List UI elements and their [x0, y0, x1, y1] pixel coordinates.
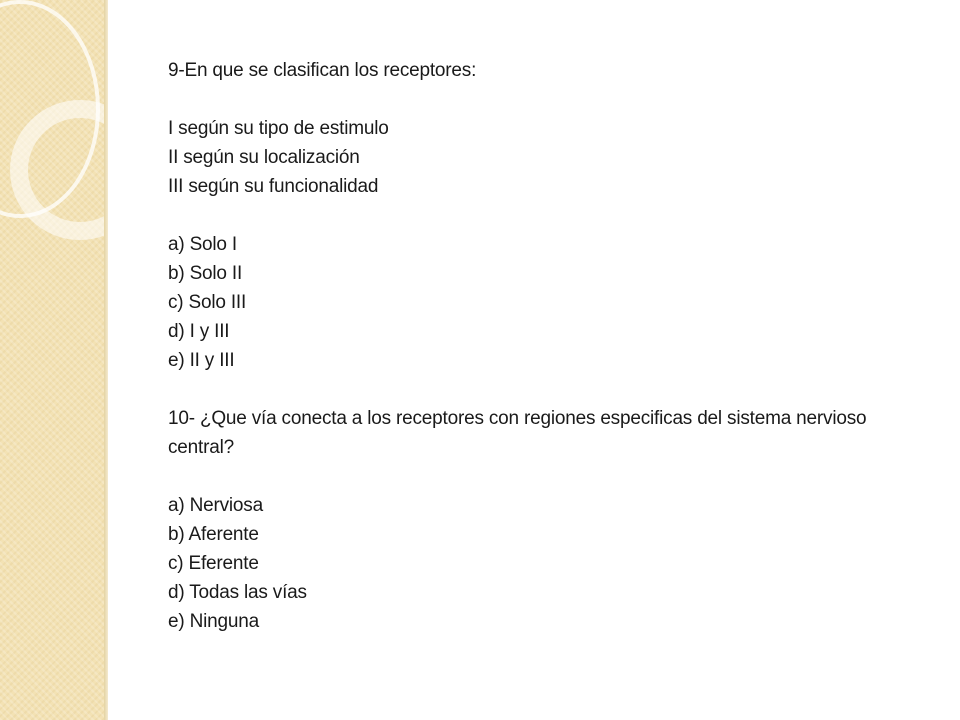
question-9-option: a) Solo I — [168, 234, 237, 255]
question-10-option: b) Aferente — [168, 524, 259, 545]
question-9-option: c) Solo III — [168, 292, 247, 313]
question-10-option: c) Eferente — [168, 553, 259, 574]
question-9-statement: II según su localización — [168, 147, 360, 168]
decorative-side-panel — [0, 0, 104, 720]
spacer — [168, 375, 888, 404]
question-9-option: d) I y III — [168, 321, 230, 342]
question-10-option: e) Ninguna — [168, 611, 259, 632]
question-10-option: a) Nerviosa — [168, 495, 263, 516]
spacer — [168, 462, 888, 491]
spacer — [168, 201, 888, 230]
slide-body — [168, 56, 888, 636]
question-9-title: 9-En que se clasifican los receptores: — [168, 60, 477, 81]
question-10-option: d) Todas las vías — [168, 582, 307, 603]
question-9-option: e) II y III — [168, 350, 235, 371]
question-9-statement: I según su tipo de estimulo — [168, 118, 389, 139]
spacer — [168, 85, 888, 114]
question-10-title: 10- ¿Que vía conecta a los receptores con regiones especificas del sistema nervioso central? — [168, 408, 872, 458]
question-9-statement: III según su funcionalidad — [168, 176, 379, 197]
question-9-option: b) Solo II — [168, 263, 243, 284]
side-panel-edge — [104, 0, 108, 720]
